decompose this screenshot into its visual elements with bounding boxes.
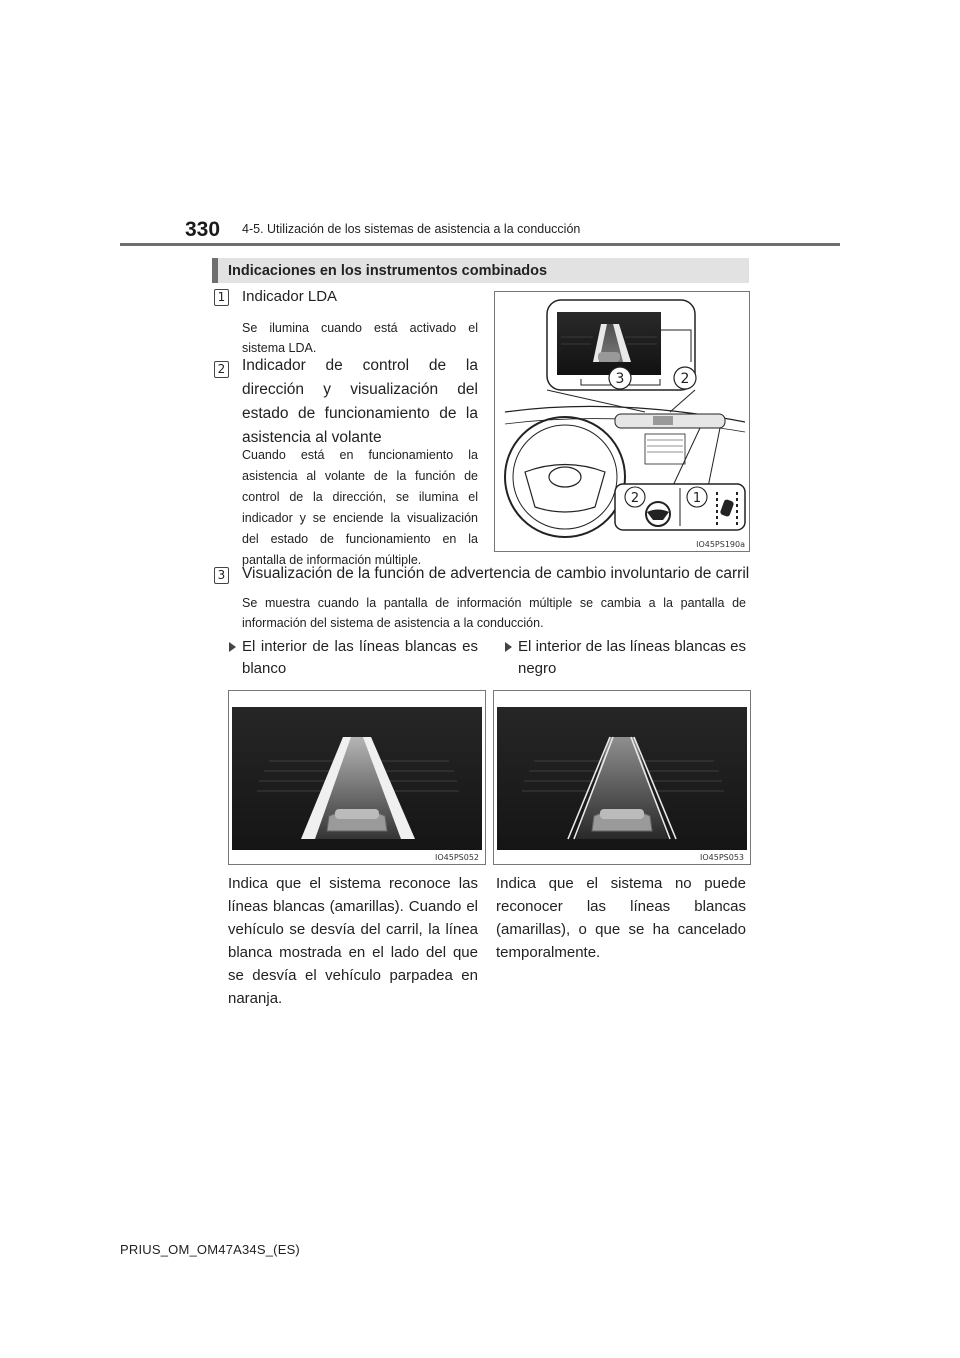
- section-title: Indicaciones en los instrumentos combinados: [228, 262, 548, 279]
- black-interior-explanation: Indica que el sistema no puede reconocer las líneas blancas (amarillas), o que se ha cancelado temporalmente.: [496, 875, 746, 961]
- item-3-description: Se muestra cuando la pantalla de información múltiple se cambia a la pantalla de información del sistema de asistencia a la conducción.: [242, 596, 746, 630]
- section-header: [212, 258, 749, 283]
- bullet-arrow-icon: [229, 642, 236, 652]
- item-number-3: 3: [214, 567, 229, 584]
- document-code: PRIUS_OM_OM47A34S_(ES): [120, 1242, 300, 1257]
- item-number-1: 1: [214, 289, 229, 306]
- lane-display-black-illustration: [494, 691, 750, 864]
- page-number: 330: [185, 218, 221, 241]
- chapter-title: 4-5. Utilización de los sistemas de asistencia a la conducción: [242, 222, 581, 236]
- white-interior-explanation: Indica que el sistema reconoce las líneas blancas (amarillas). Cuando el vehículo se desvía del carril, la línea blanca mostrada en el lado del que se desvía el vehículo parpadea en naranja.: [228, 875, 478, 1007]
- bullet-white-interior: El interior de las líneas blancas es blanco: [242, 638, 478, 677]
- item-number-2: 2: [214, 361, 229, 378]
- item-2-description: Cuando está en funcionamiento la asistencia al volante de la función de control de la dirección, se ilumina el indicador y se enciende la visualización del estado de funcionamiento en la pantalla de información múltiple.: [242, 448, 478, 567]
- callout-3: 3: [615, 371, 625, 387]
- figure-code: IO45PS053: [699, 853, 744, 862]
- figure-code: IO45PS052: [434, 853, 479, 862]
- section-header-bar: [212, 258, 218, 283]
- dashboard-illustration: [495, 292, 749, 551]
- bullet-arrow-icon: [505, 642, 512, 652]
- dashboard-figure: [494, 291, 750, 552]
- header-divider: [120, 243, 840, 246]
- figure-code: IO45PS190a: [696, 540, 745, 549]
- item-3-title: Visualización de la función de advertencia de cambio involuntario de carril: [242, 565, 750, 582]
- lane-display-black-figure: [493, 690, 751, 865]
- callout-1: 1: [692, 491, 702, 506]
- callout-2-top: 2: [680, 371, 690, 387]
- bullet-black-interior: El interior de las líneas blancas es negro: [518, 638, 746, 677]
- item-1-description: Se ilumina cuando está activado el sistema LDA.: [242, 321, 478, 355]
- item-1-title: Indicador LDA: [242, 288, 338, 305]
- callout-2-bottom: 2: [630, 491, 640, 506]
- lane-display-white-figure: [228, 690, 486, 865]
- lane-display-white-illustration: [229, 691, 485, 864]
- item-2-title: Indicador de control de la dirección y visualización del estado de funcionamiento de la asistencia al volante: [242, 357, 478, 446]
